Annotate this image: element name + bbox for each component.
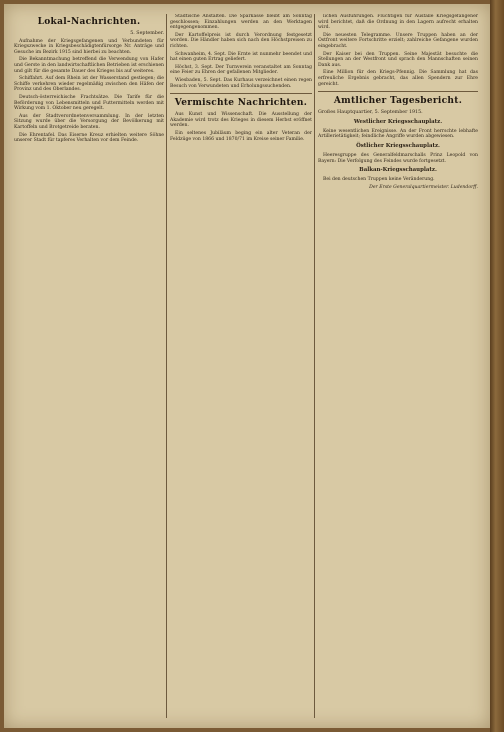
article-paragraph: Die Bekanntmachung betreffend die Verwendung von Hafer und Gerste in den landwirtschaftlichen Betrieben ist erschienen und gilt für die gesamte Dauer des Krieges bis auf weiteres. <box>14 57 164 74</box>
article-paragraph: Die Ehrentafel. Das Eiserne Kreuz erhielten weitere Söhne unserer Stadt für tapferes Verhalten vor dem Feinde. <box>14 132 164 144</box>
report-section-text: Bei den deutschen Truppen keine Veränderung. <box>323 177 435 183</box>
report-section-title: Balkan-Kriegsschauplatz. <box>359 167 437 174</box>
article-paragraph: Aus der Stadtverordnetenversammlung. In der letzten Sitzung wurde über die Versorgung der Bevölkerung mit Kartoffeln und Brotgetreide beraten. <box>14 113 164 130</box>
report-section-text: Heeresgruppe des Generalfeldmarschalls Prinz Leopold von Bayern: Die Verfolgung des Feindes wurde fortgesetzt. <box>318 152 478 164</box>
section-divider <box>318 91 478 92</box>
column-rule <box>166 14 167 718</box>
article-paragraph: Aus Kunst und Wissenschaft. Die Ausstellung der Akademie wird trotz des Krieges in diesem Herbst eröffnet werden. <box>170 112 312 129</box>
column-right <box>318 14 478 714</box>
section-divider <box>170 93 312 94</box>
article-paragraph: Deutsch-österreichische Frachtsätze. Die Tarife für die Beförderung von Lebensmitteln und Futtermitteln werden mit Wirkung vom 1. Oktober neu geregelt. <box>14 94 164 112</box>
section-heading-report: Amtlicher Tagesbericht. <box>333 96 463 107</box>
column-middle <box>170 14 312 714</box>
article-paragraph: Städtische Anstalten. Die Sparkasse bleibt am Sonntag geschlossen; Einzahlungen werden an den Werktagen entgegengenommen. <box>170 14 312 31</box>
dateline: 5. September. <box>130 31 164 36</box>
article-paragraph: Aufnahme der Kriegsgefangenen und Verbundeten für Kriegszwecke in Kriegsbeschädigtenfürsorge Nr. Anträge und Gesuche im Bezirk 1915 sind hierbei zu beachten. <box>14 38 164 55</box>
book-binding <box>490 0 504 732</box>
article-paragraph: lichen Ausführungen. Fluchtigen für Ausfälle Kriegsgefangener wird berichtet, daß die Ordnung in den Lagern aufrecht erhalten wird. <box>318 14 478 31</box>
article-paragraph: Höchst, 3. Sept. Der Turnverein veranstaltet am Sonntag eine Feier zu Ehren der gefallenen Mitglieder. <box>170 64 312 76</box>
article-paragraph: Schwanheim, 4. Sept. Die Ernte ist nunmehr beendet und hat einen guten Ertrag geliefert. <box>170 51 312 63</box>
section-heading-local: Lokal-Nachrichten. <box>37 17 141 27</box>
article-paragraph: Eine Million für den Kriegs-Pfennig. Die Sammlung hat das erfreuliche Ergebnis gebracht, das allen Spendern zur Ehre gereicht. <box>318 70 478 87</box>
newspaper-page <box>4 4 490 728</box>
report-signature: Der Erste Generalquartiermeister. Ludendorff. <box>369 184 478 190</box>
report-section-text: Keine wesentlichen Ereignisse. An der Front herrschte lebhafte Artillerietätigkeit; feindliche Angriffe wurden abgewiesen. <box>318 128 478 140</box>
article-paragraph: Ein seltenes Jubiläum beging ein alter Veteran der Feldzüge von 1866 und 1870/71 im Kreise seiner Familie. <box>170 130 312 142</box>
report-section-title: Östlicher Kriegsschauplatz. <box>356 142 440 149</box>
report-section-title: Westlicher Kriegsschauplatz. <box>353 118 443 125</box>
article-paragraph: Der Kartoffelpreis ist durch Verordnung festgesetzt worden. Die Händler haben sich nach den Höchstpreisen zu richten. <box>170 32 312 49</box>
column-local-news <box>14 14 164 714</box>
column-rule <box>314 14 315 718</box>
article-paragraph: Die neuesten Telegramme. Unsere Truppen haben an der Ostfront weitere Fortschritte erzielt; zahlreiche Gefangene wurden eingebracht. <box>318 32 478 49</box>
article-paragraph: Wiesbaden, 5. Sept. Das Kurhaus verzeichnet einen regen Besuch von Verwundeten und Erholungssuchenden. <box>170 77 312 89</box>
report-dateline: Großes Hauptquartier, 5. September 1915. <box>318 110 423 116</box>
section-heading-misc: Vermischte Nachrichten. <box>174 98 308 109</box>
article-paragraph: Schiffahrt. Auf dem Rhein ist der Wasserstand gestiegen; die Schiffe verkehren wieder regelmäßig zwischen den Häfen der Provinz und des Oberlandes. <box>14 76 164 93</box>
article-paragraph: Der Kaiser bei den Truppen. Seine Majestät besuchte die Stellungen an der Westfront und sprach den Mannschaften seinen Dank aus. <box>318 51 478 68</box>
